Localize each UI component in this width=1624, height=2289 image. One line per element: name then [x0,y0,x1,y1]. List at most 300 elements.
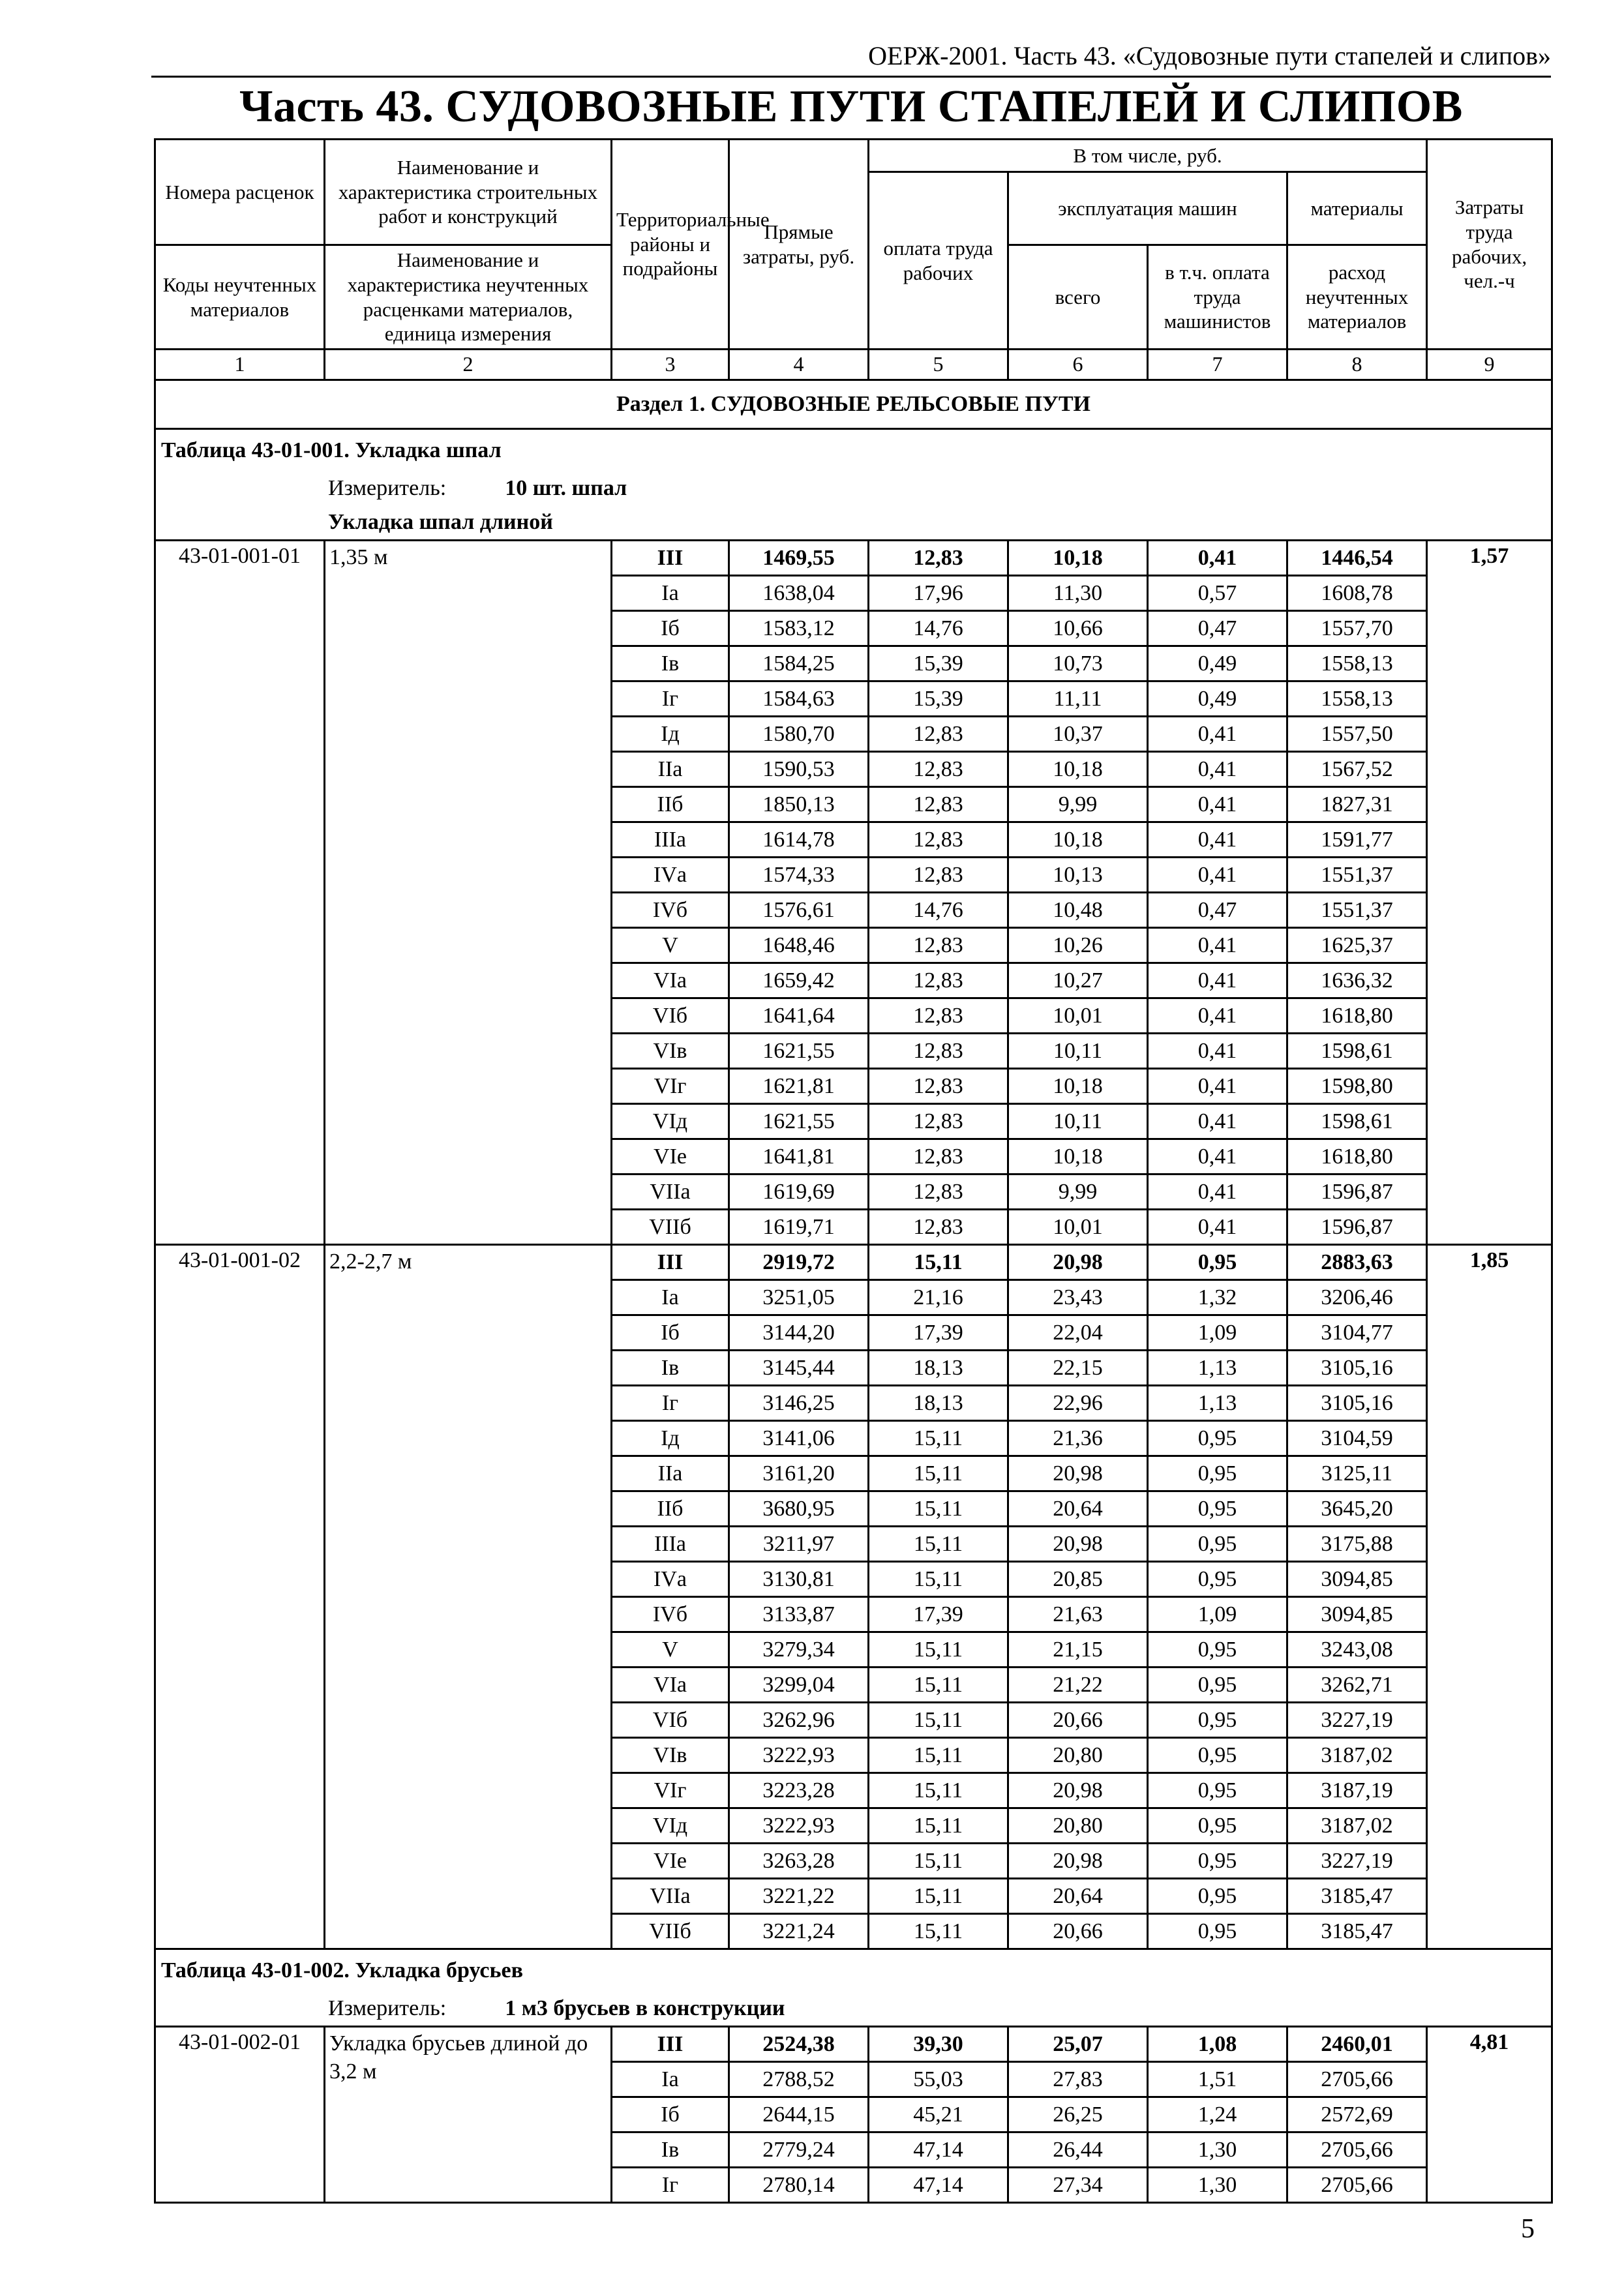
materials-cost: 3104,77 [1287,1315,1427,1351]
header-machines-total: всего [1008,245,1148,350]
district: Iб [612,1315,729,1351]
machines-total: 21,36 [1008,1421,1148,1456]
work-name: Укладка брусьев длиной до 3,2 м [325,2027,612,2203]
worker-pay: 12,83 [869,752,1008,787]
worker-pay: 12,83 [869,928,1008,963]
header-rate-numbers: Номера расценок [155,140,325,245]
machines-total: 10,48 [1008,893,1148,928]
header-machinist-pay: в т.ч. оплата труда машинистов [1148,245,1287,350]
district: VIб [612,1703,729,1738]
machinist-pay: 1,09 [1148,1597,1287,1632]
materials-cost: 1636,32 [1287,963,1427,998]
rate-code: 43-01-001-01 [155,541,325,1245]
machinist-pay: 1,32 [1148,1280,1287,1315]
materials-cost: 3243,08 [1287,1632,1427,1668]
header-direct-costs: Прямые затраты, руб. [729,140,869,350]
worker-pay: 15,11 [869,1456,1008,1491]
worker-pay: 15,39 [869,681,1008,717]
column-number: 1 [155,350,325,380]
direct-costs: 3223,28 [729,1773,869,1808]
worker-pay: 12,83 [869,541,1008,576]
table-row [155,541,1552,576]
column-number: 6 [1008,350,1148,380]
materials-cost: 3262,71 [1287,1668,1427,1703]
header-unaccounted-materials: расход неучтенных материалов [1287,245,1427,350]
worker-pay: 18,13 [869,1386,1008,1421]
worker-pay: 12,83 [869,998,1008,1034]
machines-total: 20,98 [1008,1245,1148,1280]
district: VIг [612,1069,729,1104]
direct-costs: 1576,61 [729,893,869,928]
machines-total: 10,11 [1008,1104,1148,1139]
materials-cost: 1618,80 [1287,1139,1427,1174]
district: Iд [612,1421,729,1456]
district: VIа [612,963,729,998]
column-number: 2 [325,350,612,380]
district: VIг [612,1773,729,1808]
worker-pay: 12,83 [869,963,1008,998]
column-numbers-row [155,350,1552,380]
district: Iд [612,717,729,752]
materials-cost: 3227,19 [1287,1703,1427,1738]
materials-cost: 3104,59 [1287,1421,1427,1456]
machines-total: 10,18 [1008,822,1148,858]
district: V [612,928,729,963]
worker-pay: 14,76 [869,611,1008,646]
district: VIе [612,1844,729,1879]
machinist-pay: 0,95 [1148,1421,1287,1456]
district: Iа [612,1280,729,1315]
direct-costs: 1850,13 [729,787,869,822]
header-machine-operation: эксплуатация машин [1008,172,1287,245]
machinist-pay: 0,95 [1148,1738,1287,1773]
table-row [155,2027,1552,2062]
district: VIIа [612,1879,729,1914]
machines-total: 10,01 [1008,1210,1148,1245]
district: Iа [612,2062,729,2097]
direct-costs: 1659,42 [729,963,869,998]
worker-pay: 39,30 [869,2027,1008,2062]
measure-row [155,471,1552,505]
machines-total: 22,04 [1008,1315,1148,1351]
header-work-name: Наименование и характеристика строительных работ и конструкций [325,140,612,245]
machines-total: 20,98 [1008,1527,1148,1562]
part-title: Часть 43. СУДОВОЗНЫЕ ПУТИ СТАПЕЛЕЙ И СЛИПОВ [239,82,1463,132]
district: V [612,1632,729,1668]
worker-pay: 47,14 [869,2168,1008,2203]
district: Iб [612,2097,729,2132]
worker-pay: 15,11 [869,1808,1008,1844]
materials-cost: 1625,37 [1287,928,1427,963]
district: VIIб [612,1210,729,1245]
district: VIе [612,1139,729,1174]
column-number: 3 [612,350,729,380]
machines-total: 22,96 [1008,1386,1148,1421]
table-row [155,1245,1552,1280]
materials-cost: 3206,46 [1287,1280,1427,1315]
machines-total: 10,18 [1008,1139,1148,1174]
machines-total: 10,18 [1008,752,1148,787]
direct-costs: 3144,20 [729,1315,869,1351]
header-worker-pay: оплата труда рабочих [869,172,1008,350]
machinist-pay: 1,30 [1148,2168,1287,2203]
worker-pay: 15,11 [869,1421,1008,1456]
machines-total: 10,66 [1008,611,1148,646]
worker-pay: 15,11 [869,1245,1008,1280]
measure-label: Измеритель: [328,476,447,501]
materials-cost: 3187,02 [1287,1808,1427,1844]
direct-costs: 3211,97 [729,1527,869,1562]
materials-cost: 1596,87 [1287,1174,1427,1210]
direct-costs: 3133,87 [729,1597,869,1632]
labor-hours: 1,85 [1427,1245,1552,1949]
machinist-pay: 0,95 [1148,1527,1287,1562]
direct-costs: 2780,14 [729,2168,869,2203]
column-number: 9 [1427,350,1552,380]
machinist-pay: 0,41 [1148,822,1287,858]
direct-costs: 2524,38 [729,2027,869,2062]
materials-cost: 1446,54 [1287,541,1427,576]
direct-costs: 3279,34 [729,1632,869,1668]
column-number: 5 [869,350,1008,380]
header-material-codes: Коды неучтенных материалов [155,245,325,350]
machines-total: 10,18 [1008,1069,1148,1104]
column-number: 8 [1287,350,1427,380]
direct-costs: 1590,53 [729,752,869,787]
machinist-pay: 0,41 [1148,858,1287,893]
direct-costs: 1469,55 [729,541,869,576]
measure-value: 1 м3 брусьев в конструкции [505,1996,785,2021]
machines-total: 20,80 [1008,1738,1148,1773]
machines-total: 27,83 [1008,2062,1148,2097]
materials-cost: 1598,80 [1287,1069,1427,1104]
machinist-pay: 0,41 [1148,787,1287,822]
worker-pay: 12,83 [869,1210,1008,1245]
worker-pay: 15,11 [869,1527,1008,1562]
machines-total: 26,44 [1008,2132,1148,2168]
worker-pay: 12,83 [869,717,1008,752]
machinist-pay: 0,41 [1148,1104,1287,1139]
materials-cost: 3175,88 [1287,1527,1427,1562]
machines-total: 20,80 [1008,1808,1148,1844]
materials-cost: 1608,78 [1287,576,1427,611]
machinist-pay: 0,47 [1148,893,1287,928]
machinist-pay: 0,95 [1148,1632,1287,1668]
machines-total: 20,64 [1008,1879,1148,1914]
machinist-pay: 0,95 [1148,1808,1287,1844]
district: IVб [612,1597,729,1632]
worker-pay: 12,83 [869,1069,1008,1104]
materials-cost: 3187,19 [1287,1773,1427,1808]
machinist-pay: 0,41 [1148,998,1287,1034]
district: IVа [612,858,729,893]
rate-code: 43-01-002-01 [155,2027,325,2203]
district: VIв [612,1738,729,1773]
running-header: ОЕРЖ-2001. Часть 43. «Судовозные пути стапелей и слипов» [868,41,1551,70]
materials-cost: 3125,11 [1287,1456,1427,1491]
machines-total: 20,98 [1008,1773,1148,1808]
worker-pay: 12,83 [869,1139,1008,1174]
district: VIа [612,1668,729,1703]
worker-pay: 12,83 [869,1034,1008,1069]
materials-cost: 1567,52 [1287,752,1427,787]
materials-cost: 2705,66 [1287,2168,1427,2203]
machines-total: 10,18 [1008,541,1148,576]
district: Iв [612,2132,729,2168]
materials-cost: 2705,66 [1287,2132,1427,2168]
materials-cost: 2460,01 [1287,2027,1427,2062]
machinist-pay: 0,41 [1148,541,1287,576]
rate-code: 43-01-001-02 [155,1245,325,1949]
machines-total: 22,15 [1008,1351,1148,1386]
direct-costs: 1584,25 [729,646,869,681]
direct-costs: 1574,33 [729,858,869,893]
district: IIб [612,1491,729,1527]
district: IIIа [612,1527,729,1562]
machines-total: 20,98 [1008,1456,1148,1491]
direct-costs: 1580,70 [729,717,869,752]
worker-pay: 12,83 [869,1104,1008,1139]
district: Iв [612,1351,729,1386]
worker-pay: 21,16 [869,1280,1008,1315]
direct-costs: 1619,71 [729,1210,869,1245]
district: VIв [612,1034,729,1069]
worker-pay: 15,11 [869,1738,1008,1773]
machinist-pay: 0,95 [1148,1456,1287,1491]
machines-total: 10,13 [1008,858,1148,893]
machinist-pay: 0,95 [1148,1562,1287,1597]
rates-table-container [154,138,1551,2204]
worker-pay: 18,13 [869,1351,1008,1386]
machinist-pay: 0,41 [1148,1139,1287,1174]
district: Iг [612,1386,729,1421]
machinist-pay: 0,57 [1148,576,1287,611]
direct-costs: 3263,28 [729,1844,869,1879]
header-labor-hours: Затраты труда рабочих, чел.-ч [1427,140,1552,350]
district: IIб [612,787,729,822]
machinist-pay: 0,49 [1148,681,1287,717]
direct-costs: 2779,24 [729,2132,869,2168]
direct-costs: 3222,93 [729,1738,869,1773]
machines-total: 10,11 [1008,1034,1148,1069]
materials-cost: 2705,66 [1287,2062,1427,2097]
direct-costs: 1583,12 [729,611,869,646]
machinist-pay: 0,95 [1148,1773,1287,1808]
direct-costs: 3146,25 [729,1386,869,1421]
direct-costs: 3161,20 [729,1456,869,1491]
worker-pay: 17,96 [869,576,1008,611]
table-title: Таблица 43-01-002. Укладка брусьев [155,1949,1552,1992]
direct-costs: 3141,06 [729,1421,869,1456]
direct-costs: 1621,55 [729,1034,869,1069]
machinist-pay: 0,41 [1148,928,1287,963]
district: Iв [612,646,729,681]
machinist-pay: 0,95 [1148,1879,1287,1914]
machinist-pay: 0,41 [1148,1210,1287,1245]
materials-cost: 1551,37 [1287,893,1427,928]
district: Iг [612,2168,729,2203]
header-materials: материалы [1287,172,1427,245]
district: IVб [612,893,729,928]
direct-costs: 1648,46 [729,928,869,963]
direct-costs: 1584,63 [729,681,869,717]
labor-hours: 4,81 [1427,2027,1552,2203]
materials-cost: 1558,13 [1287,681,1427,717]
worker-pay: 47,14 [869,2132,1008,2168]
direct-costs: 1619,69 [729,1174,869,1210]
machinist-pay: 1,51 [1148,2062,1287,2097]
work-name: 1,35 м [325,541,612,1245]
direct-costs: 3251,05 [729,1280,869,1315]
direct-costs: 3221,24 [729,1914,869,1949]
machines-total: 21,63 [1008,1597,1148,1632]
worker-pay: 15,11 [869,1632,1008,1668]
header-including: В том числе, руб. [869,140,1427,172]
materials-cost: 3645,20 [1287,1491,1427,1527]
machines-total: 23,43 [1008,1280,1148,1315]
machines-total: 9,99 [1008,1174,1148,1210]
rates-table [154,138,1553,2204]
machinist-pay: 0,41 [1148,963,1287,998]
materials-cost: 3105,16 [1287,1351,1427,1386]
materials-cost: 1551,37 [1287,858,1427,893]
worker-pay: 12,83 [869,822,1008,858]
measure-label: Измеритель: [328,1996,447,2021]
machines-total: 9,99 [1008,787,1148,822]
header-material-name: Наименование и характеристика неучтенных расценками материалов, единица измерения [325,245,612,350]
machines-total: 11,30 [1008,576,1148,611]
district: VIIб [612,1914,729,1949]
machinist-pay: 0,95 [1148,1491,1287,1527]
machinist-pay: 0,47 [1148,611,1287,646]
machinist-pay: 1,24 [1148,2097,1287,2132]
materials-cost: 3094,85 [1287,1597,1427,1632]
worker-pay: 45,21 [869,2097,1008,2132]
district: VIб [612,998,729,1034]
materials-cost: 3187,02 [1287,1738,1427,1773]
machinist-pay: 1,13 [1148,1386,1287,1421]
district: III [612,541,729,576]
direct-costs: 2644,15 [729,2097,869,2132]
machinist-pay: 1,30 [1148,2132,1287,2168]
direct-costs: 1621,55 [729,1104,869,1139]
worker-pay: 12,83 [869,1174,1008,1210]
worker-pay: 14,76 [869,893,1008,928]
direct-costs: 1641,64 [729,998,869,1034]
materials-cost: 3185,47 [1287,1914,1427,1949]
materials-cost: 1598,61 [1287,1034,1427,1069]
direct-costs: 3299,04 [729,1668,869,1703]
machines-total: 10,37 [1008,717,1148,752]
direct-costs: 3221,22 [729,1879,869,1914]
machinist-pay: 0,95 [1148,1703,1287,1738]
machinist-pay: 1,09 [1148,1315,1287,1351]
work-name: 2,2-2,7 м [325,1245,612,1949]
worker-pay: 15,11 [869,1703,1008,1738]
column-number: 4 [729,350,869,380]
worker-pay: 17,39 [869,1315,1008,1351]
machines-total: 10,26 [1008,928,1148,963]
district: VIд [612,1104,729,1139]
direct-costs: 2919,72 [729,1245,869,1280]
direct-costs: 1641,81 [729,1139,869,1174]
machinist-pay: 0,41 [1148,1069,1287,1104]
table-title: Таблица 43-01-001. Укладка шпал [155,429,1552,472]
direct-costs: 1621,81 [729,1069,869,1104]
district: Iа [612,576,729,611]
machinist-pay: 0,95 [1148,1914,1287,1949]
district: III [612,2027,729,2062]
materials-cost: 1827,31 [1287,787,1427,822]
worker-pay: 15,11 [869,1562,1008,1597]
machinist-pay: 0,95 [1148,1844,1287,1879]
direct-costs: 1614,78 [729,822,869,858]
machines-total: 20,66 [1008,1703,1148,1738]
machines-total: 20,64 [1008,1491,1148,1527]
machines-total: 20,98 [1008,1844,1148,1879]
header-territorial-districts: Территориальные районы и подрайоны [612,140,729,350]
machinist-pay: 0,41 [1148,1034,1287,1069]
direct-costs: 3262,96 [729,1703,869,1738]
machines-total: 26,25 [1008,2097,1148,2132]
district: III [612,1245,729,1280]
machines-total: 20,66 [1008,1914,1148,1949]
materials-cost: 1618,80 [1287,998,1427,1034]
machinist-pay: 0,41 [1148,717,1287,752]
district: Iг [612,681,729,717]
worker-pay: 12,83 [869,787,1008,822]
worker-pay: 15,11 [869,1668,1008,1703]
district: IIа [612,752,729,787]
materials-cost: 3094,85 [1287,1562,1427,1597]
machinist-pay: 0,49 [1148,646,1287,681]
district: IIIа [612,822,729,858]
direct-costs: 3222,93 [729,1808,869,1844]
machines-total: 10,01 [1008,998,1148,1034]
column-number: 7 [1148,350,1287,380]
materials-cost: 1557,50 [1287,717,1427,752]
materials-cost: 3105,16 [1287,1386,1427,1421]
machinist-pay: 0,95 [1148,1245,1287,1280]
district: VIIа [612,1174,729,1210]
district: IVа [612,1562,729,1597]
measure-value: 10 шт. шпал [505,476,627,501]
header-rule [151,76,1551,78]
materials-cost: 1598,61 [1287,1104,1427,1139]
direct-costs: 3130,81 [729,1562,869,1597]
machines-total: 20,85 [1008,1562,1148,1597]
worker-pay: 12,83 [869,858,1008,893]
materials-cost: 1557,70 [1287,611,1427,646]
worker-pay: 15,11 [869,1844,1008,1879]
machinist-pay: 0,41 [1148,752,1287,787]
machinist-pay: 0,41 [1148,1174,1287,1210]
machinist-pay: 0,95 [1148,1668,1287,1703]
materials-cost: 2883,63 [1287,1245,1427,1280]
materials-cost: 1596,87 [1287,1210,1427,1245]
machinist-pay: 1,13 [1148,1351,1287,1386]
direct-costs: 1638,04 [729,576,869,611]
machines-total: 10,27 [1008,963,1148,998]
worker-pay: 15,11 [869,1773,1008,1808]
page-number: 5 [1521,2214,1535,2244]
measure-row [155,1992,1552,2027]
materials-cost: 3227,19 [1287,1844,1427,1879]
section-title: Раздел 1. СУДОВОЗНЫЕ РЕЛЬСОВЫЕ ПУТИ [155,380,1552,429]
machines-total: 11,11 [1008,681,1148,717]
worker-pay: 15,11 [869,1879,1008,1914]
machines-total: 10,73 [1008,646,1148,681]
